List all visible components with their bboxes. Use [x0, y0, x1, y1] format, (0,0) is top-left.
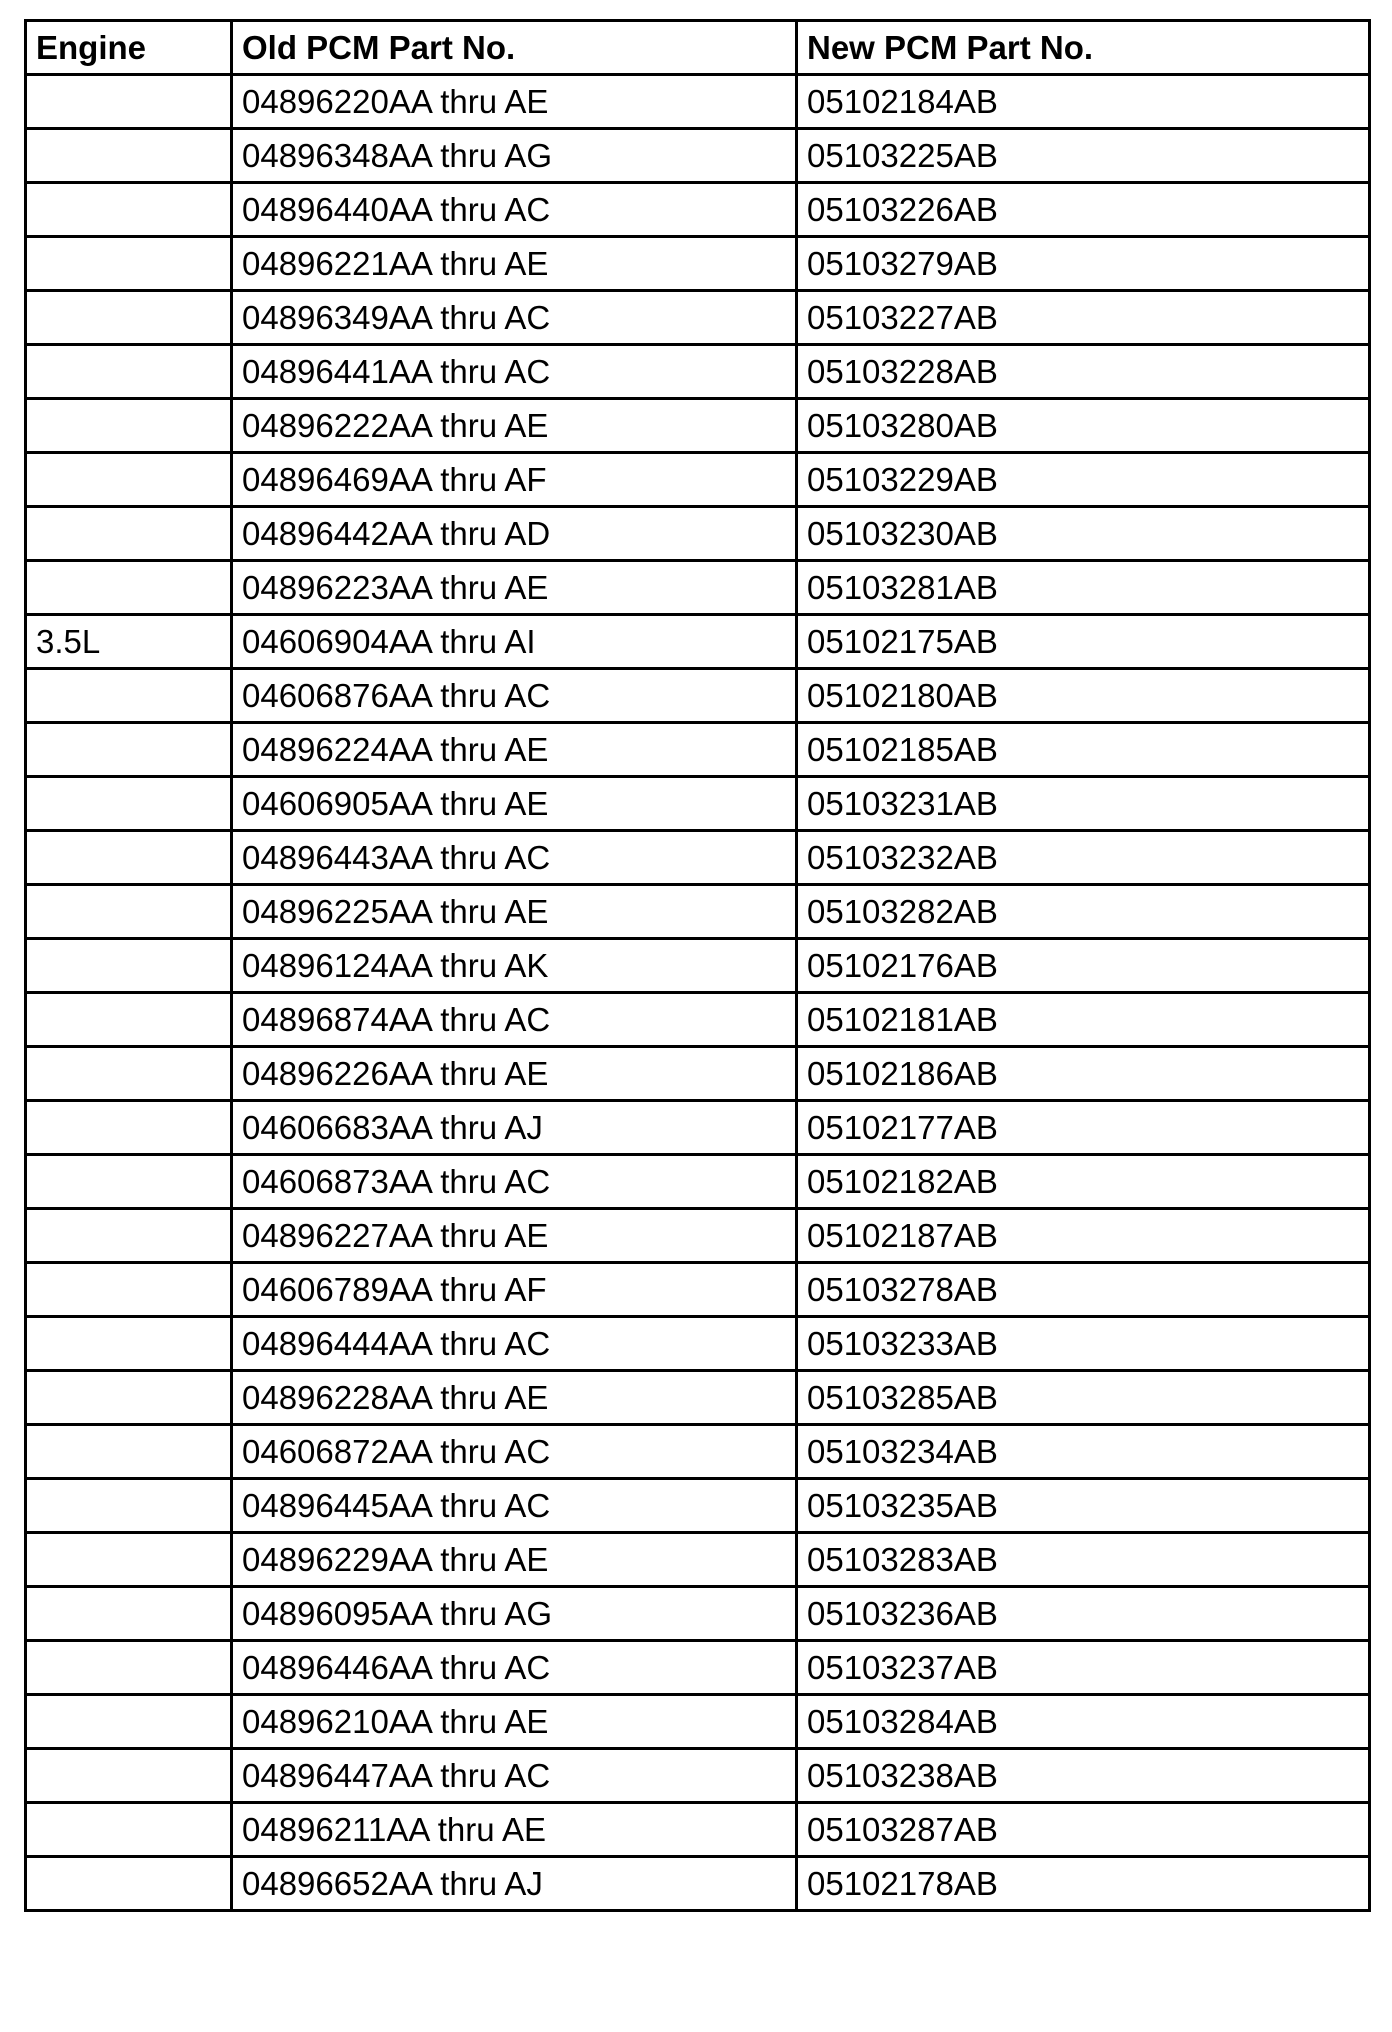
table-row — [26, 75, 1370, 129]
engine-cell — [26, 885, 232, 939]
old-part-number-cell: 04896221AA thru AE — [232, 237, 797, 291]
old-part-number-cell: 04896228AA thru AE — [232, 1371, 797, 1425]
engine-cell — [26, 723, 232, 777]
table-row — [26, 345, 1370, 399]
engine-cell — [26, 1695, 232, 1749]
table-row — [26, 1803, 1370, 1857]
table-body — [26, 75, 1370, 1911]
engine-cell: 3.5L — [26, 615, 232, 669]
old-part-number-cell: 04896227AA thru AE — [232, 1209, 797, 1263]
table-row — [26, 1533, 1370, 1587]
old-part-number-cell: 04896229AA thru AE — [232, 1533, 797, 1587]
engine-cell — [26, 183, 232, 237]
new-part-number-cell: 05103283AB — [797, 1533, 1370, 1587]
table-row — [26, 669, 1370, 723]
engine-cell — [26, 1425, 232, 1479]
old-part-number-cell: 04896210AA thru AE — [232, 1695, 797, 1749]
engine-cell — [26, 453, 232, 507]
table-row — [26, 1641, 1370, 1695]
new-part-number-cell: 05102177AB — [797, 1101, 1370, 1155]
old-part-number-cell: 04896220AA thru AE — [232, 75, 797, 129]
table-row — [26, 291, 1370, 345]
old-part-number-cell: 04606876AA thru AC — [232, 669, 797, 723]
engine-cell — [26, 1371, 232, 1425]
table-row — [26, 939, 1370, 993]
engine-cell — [26, 831, 232, 885]
old-part-number-cell: 04896224AA thru AE — [232, 723, 797, 777]
engine-cell — [26, 237, 232, 291]
engine-cell — [26, 669, 232, 723]
new-part-number-cell: 05102176AB — [797, 939, 1370, 993]
table-row — [26, 615, 1370, 669]
table-row — [26, 1209, 1370, 1263]
engine-cell — [26, 993, 232, 1047]
old-part-number-cell: 04896447AA thru AC — [232, 1749, 797, 1803]
pcm-part-number-table — [24, 19, 1371, 1912]
engine-cell — [26, 1101, 232, 1155]
engine-cell — [26, 345, 232, 399]
new-part-number-cell: 05103284AB — [797, 1695, 1370, 1749]
old-part-number-cell: 04896226AA thru AE — [232, 1047, 797, 1101]
old-part-number-cell: 04896211AA thru AE — [232, 1803, 797, 1857]
old-part-number-cell: 04606905AA thru AE — [232, 777, 797, 831]
new-part-number-cell: 05103226AB — [797, 183, 1370, 237]
table-row — [26, 777, 1370, 831]
engine-cell — [26, 1749, 232, 1803]
new-part-number-cell: 05103234AB — [797, 1425, 1370, 1479]
new-part-number-cell: 05103281AB — [797, 561, 1370, 615]
table-row — [26, 1857, 1370, 1911]
column-header-old-pcm-part-no: Old PCM Part No. — [232, 21, 797, 75]
new-part-number-cell: 05103279AB — [797, 237, 1370, 291]
engine-cell — [26, 1263, 232, 1317]
table-row — [26, 723, 1370, 777]
new-part-number-cell: 05103280AB — [797, 399, 1370, 453]
table-row — [26, 399, 1370, 453]
old-part-number-cell: 04896874AA thru AC — [232, 993, 797, 1047]
old-part-number-cell: 04896222AA thru AE — [232, 399, 797, 453]
old-part-number-cell: 04896652AA thru AJ — [232, 1857, 797, 1911]
old-part-number-cell: 04896348AA thru AG — [232, 129, 797, 183]
table-row — [26, 1425, 1370, 1479]
old-part-number-cell: 04896444AA thru AC — [232, 1317, 797, 1371]
table-row — [26, 183, 1370, 237]
new-part-number-cell: 05103285AB — [797, 1371, 1370, 1425]
new-part-number-cell: 05103227AB — [797, 291, 1370, 345]
old-part-number-cell: 04606872AA thru AC — [232, 1425, 797, 1479]
old-part-number-cell: 04896095AA thru AG — [232, 1587, 797, 1641]
new-part-number-cell: 05103233AB — [797, 1317, 1370, 1371]
engine-cell — [26, 291, 232, 345]
table-row — [26, 1371, 1370, 1425]
old-part-number-cell: 04896223AA thru AE — [232, 561, 797, 615]
table-row — [26, 1263, 1370, 1317]
old-part-number-cell: 04896445AA thru AC — [232, 1479, 797, 1533]
engine-cell — [26, 1317, 232, 1371]
new-part-number-cell: 05103232AB — [797, 831, 1370, 885]
old-part-number-cell: 04896443AA thru AC — [232, 831, 797, 885]
table-row — [26, 453, 1370, 507]
old-part-number-cell: 04606904AA thru AI — [232, 615, 797, 669]
new-part-number-cell: 05102187AB — [797, 1209, 1370, 1263]
engine-cell — [26, 399, 232, 453]
engine-cell — [26, 1155, 232, 1209]
old-part-number-cell: 04896446AA thru AC — [232, 1641, 797, 1695]
table-row — [26, 1155, 1370, 1209]
engine-cell — [26, 1533, 232, 1587]
table-row — [26, 1047, 1370, 1101]
new-part-number-cell: 05102180AB — [797, 669, 1370, 723]
new-part-number-cell: 05102181AB — [797, 993, 1370, 1047]
engine-cell — [26, 1857, 232, 1911]
table-row — [26, 129, 1370, 183]
table-header-row — [26, 21, 1370, 75]
table-row — [26, 561, 1370, 615]
new-part-number-cell: 05102178AB — [797, 1857, 1370, 1911]
column-header-new-pcm-part-no: New PCM Part No. — [797, 21, 1370, 75]
table-row — [26, 1749, 1370, 1803]
new-part-number-cell: 05102182AB — [797, 1155, 1370, 1209]
new-part-number-cell: 05103236AB — [797, 1587, 1370, 1641]
engine-cell — [26, 939, 232, 993]
engine-cell — [26, 1803, 232, 1857]
engine-cell — [26, 1587, 232, 1641]
new-part-number-cell: 05103282AB — [797, 885, 1370, 939]
new-part-number-cell: 05103235AB — [797, 1479, 1370, 1533]
table-row — [26, 1317, 1370, 1371]
engine-cell — [26, 561, 232, 615]
new-part-number-cell: 05103278AB — [797, 1263, 1370, 1317]
old-part-number-cell: 04896469AA thru AF — [232, 453, 797, 507]
new-part-number-cell: 05103225AB — [797, 129, 1370, 183]
table-row — [26, 1101, 1370, 1155]
table-row — [26, 507, 1370, 561]
new-part-number-cell: 05103228AB — [797, 345, 1370, 399]
new-part-number-cell: 05102185AB — [797, 723, 1370, 777]
old-part-number-cell: 04896349AA thru AC — [232, 291, 797, 345]
column-header-engine: Engine — [26, 21, 232, 75]
new-part-number-cell: 05103229AB — [797, 453, 1370, 507]
engine-cell — [26, 1479, 232, 1533]
engine-cell — [26, 75, 232, 129]
table-row — [26, 831, 1370, 885]
table-row — [26, 1479, 1370, 1533]
old-part-number-cell: 04606873AA thru AC — [232, 1155, 797, 1209]
new-part-number-cell: 05103238AB — [797, 1749, 1370, 1803]
new-part-number-cell: 05103231AB — [797, 777, 1370, 831]
engine-cell — [26, 1047, 232, 1101]
new-part-number-cell: 05102175AB — [797, 615, 1370, 669]
new-part-number-cell: 05103237AB — [797, 1641, 1370, 1695]
table-row — [26, 1587, 1370, 1641]
engine-cell — [26, 1209, 232, 1263]
old-part-number-cell: 04896440AA thru AC — [232, 183, 797, 237]
table-row — [26, 993, 1370, 1047]
table-row — [26, 885, 1370, 939]
new-part-number-cell: 05103287AB — [797, 1803, 1370, 1857]
old-part-number-cell: 04896442AA thru AD — [232, 507, 797, 561]
new-part-number-cell: 05102184AB — [797, 75, 1370, 129]
engine-cell — [26, 777, 232, 831]
table-row — [26, 1695, 1370, 1749]
old-part-number-cell: 04896124AA thru AK — [232, 939, 797, 993]
old-part-number-cell: 04606789AA thru AF — [232, 1263, 797, 1317]
old-part-number-cell: 04606683AA thru AJ — [232, 1101, 797, 1155]
old-part-number-cell: 04896441AA thru AC — [232, 345, 797, 399]
new-part-number-cell: 05103230AB — [797, 507, 1370, 561]
engine-cell — [26, 1641, 232, 1695]
new-part-number-cell: 05102186AB — [797, 1047, 1370, 1101]
table-row — [26, 237, 1370, 291]
old-part-number-cell: 04896225AA thru AE — [232, 885, 797, 939]
engine-cell — [26, 129, 232, 183]
engine-cell — [26, 507, 232, 561]
